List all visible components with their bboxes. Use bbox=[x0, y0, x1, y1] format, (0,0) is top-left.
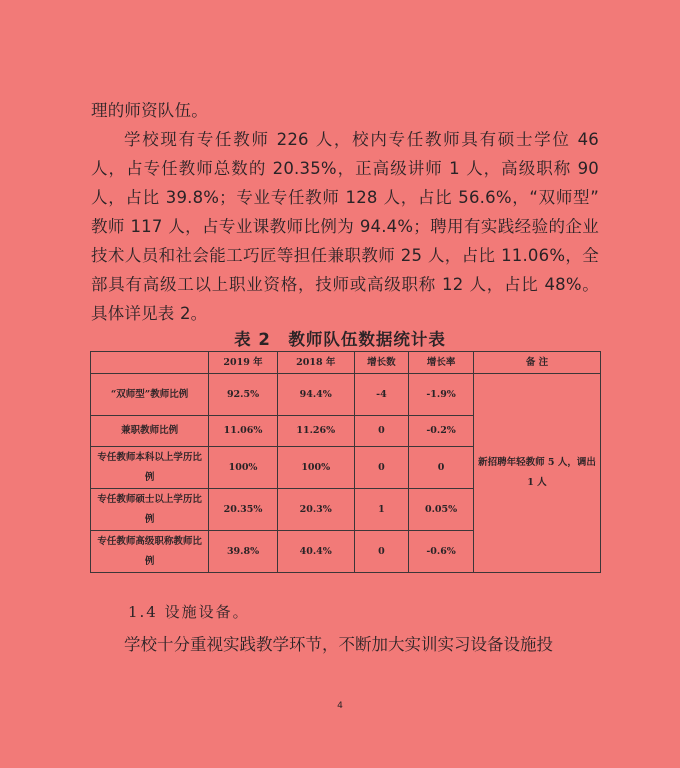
growth-rate: -0.2% bbox=[409, 416, 474, 447]
header-cell: 备 注 bbox=[473, 352, 600, 374]
header-cell: 2018 年 bbox=[277, 352, 354, 374]
growth-count: 1 bbox=[354, 489, 409, 531]
header-cell: 增长数 bbox=[354, 352, 409, 374]
value-2018: 20.3% bbox=[277, 489, 354, 531]
growth-count: 0 bbox=[354, 531, 409, 573]
row-label: 专任教师高级职称教师比例 bbox=[91, 531, 209, 573]
growth-rate: -0.6% bbox=[409, 531, 474, 573]
value-2018: 100% bbox=[277, 447, 354, 489]
intro-paragraph-tail: 理的师资队伍。 bbox=[91, 101, 208, 120]
header-cell bbox=[91, 352, 209, 374]
value-2018: 11.26% bbox=[277, 416, 354, 447]
value-2019: 92.5% bbox=[209, 374, 278, 416]
teacher-stats-paragraph: 学校现有专任教师 226 人，校内专任教师具有硕士学位 46 人，占专任教师总数的 20.35%，正高级讲师 1 人，高级职称 90 人，占比 39.8%；专业专任教师 128 人，占比 56.6%，“双师型” 教师 117 人，占专业课教师比例为 94.4%；聘用有实践经验的企业技术人员和社会能工巧匠等担任兼职教师 25 人，占比 11.06%，全部具有高级工以上职业资格，技师或高级职称 12 人，占比 48%。具体详见表 2。 bbox=[91, 130, 599, 323]
row-label: “双师型”教师比例 bbox=[91, 374, 209, 416]
value-2019: 39.8% bbox=[209, 531, 278, 573]
facilities-paragraph: 学校十分重视实践教学环节，不断加大实训实习设备设施投 bbox=[124, 635, 553, 654]
value-2019: 20.35% bbox=[209, 489, 278, 531]
growth-count: -4 bbox=[354, 374, 409, 416]
row-label: 专任教师硕士以上学历比例 bbox=[91, 489, 209, 531]
table-header-row bbox=[91, 352, 601, 374]
growth-count: 0 bbox=[354, 447, 409, 489]
growth-rate: -1.9% bbox=[409, 374, 474, 416]
value-2019: 11.06% bbox=[209, 416, 278, 447]
table-row bbox=[91, 374, 601, 416]
value-2018: 94.4% bbox=[277, 374, 354, 416]
teacher-stats-table bbox=[90, 351, 601, 573]
header-cell: 2019 年 bbox=[209, 352, 278, 374]
remarks-cell: 新招聘年轻教师 5 人，调出 1 人 bbox=[473, 374, 600, 573]
growth-count: 0 bbox=[354, 416, 409, 447]
growth-rate: 0 bbox=[409, 447, 474, 489]
growth-rate: 0.05% bbox=[409, 489, 474, 531]
page-number: 4 bbox=[337, 701, 343, 711]
value-2019: 100% bbox=[209, 447, 278, 489]
row-label: 兼职教师比例 bbox=[91, 416, 209, 447]
table-caption: 表 2 教师队伍数据统计表 bbox=[234, 330, 446, 349]
row-label: 专任教师本科以上学历比例 bbox=[91, 447, 209, 489]
header-cell: 增长率 bbox=[409, 352, 474, 374]
section-heading: 1.4 设施设备。 bbox=[128, 603, 250, 621]
value-2018: 40.4% bbox=[277, 531, 354, 573]
